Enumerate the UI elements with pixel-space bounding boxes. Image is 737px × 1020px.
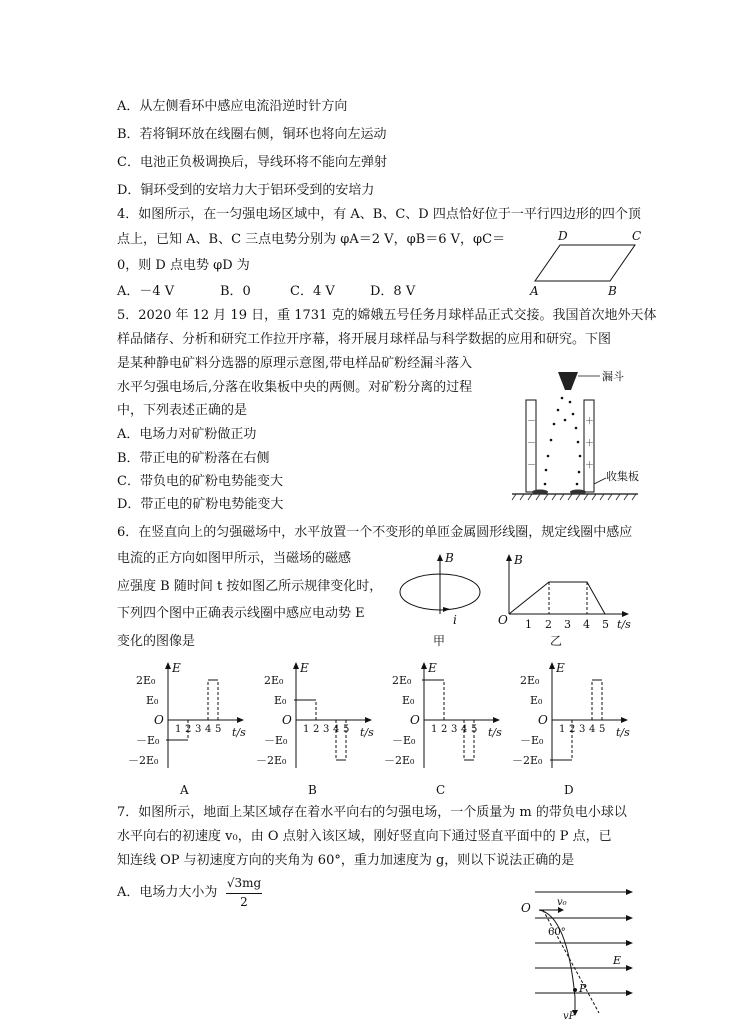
tick-t: 3: [451, 724, 458, 735]
svg-text:－: －: [527, 439, 537, 449]
tick-t: 3: [579, 724, 586, 735]
origin-label: O: [282, 713, 292, 727]
svg-text:P: P: [579, 982, 587, 995]
q5-stem-line2: 样品储存、分析和研究工作拉开序幕，将开展月球样品与科学数据的应用和研究。下图: [117, 332, 612, 347]
q4-option-b: B．0: [220, 284, 251, 299]
q3-option-a: A．从左侧看环中感应电流沿逆时针方向: [117, 99, 348, 114]
q5-stem-line3: 是某种静电矿料分选器的原理示意图,带电样品矿粉经漏斗落入: [117, 356, 473, 371]
tick-neg-e0: －E₀: [264, 734, 288, 747]
tick-neg-2e0: －2E₀: [128, 754, 159, 767]
tick-t: 4: [589, 724, 596, 735]
q4-stem-line3: 0，则 D 点电势 φD 为: [117, 258, 250, 273]
svg-text:E: E: [613, 954, 622, 967]
tick-e0: E₀: [402, 694, 415, 707]
tick-neg-2e0: －2E₀: [384, 754, 415, 767]
q7-option-a-prefix: A．电场力大小为: [117, 885, 218, 900]
tick-t: 2: [569, 724, 576, 735]
tick-e0: E₀: [146, 694, 159, 707]
tick-t: 4: [205, 724, 212, 735]
svg-text:＋: ＋: [585, 461, 595, 471]
parallelogram-figure: [530, 228, 650, 296]
q6-stem-line5: 变化的图像是: [117, 634, 196, 649]
svg-text:v₀: v₀: [557, 897, 567, 908]
svg-text:O: O: [498, 613, 508, 627]
svg-text:B: B: [514, 553, 523, 567]
t-axis-label: t/s: [360, 726, 374, 739]
q6-stem-line1: 6．在竖直向上的匀强磁场中，水平放置一个不变形的单匝金属圆形线圈，规定线圈中感应: [117, 525, 633, 540]
svg-text:＋: ＋: [585, 417, 595, 427]
q5-option-c: C．带负电的矿粉电势能变大: [117, 474, 283, 489]
svg-text:－: －: [527, 417, 537, 427]
tick-t: 1: [431, 724, 438, 735]
svg-text:－: －: [527, 461, 537, 471]
svg-text:60°: 60°: [548, 927, 566, 938]
vertex-a-label: A: [530, 284, 539, 298]
graph-e-axis-label: E: [428, 661, 437, 675]
q7-stem-line3: 知连线 OP 与初速度方向的夹角为 60°，重力加速度为 g，则以下说法正确的是: [117, 853, 575, 868]
tick-2e0: 2E₀: [520, 674, 540, 687]
tick-t: 4: [333, 724, 340, 735]
svg-text:t/s: t/s: [617, 618, 631, 631]
svg-text:vP: vP: [563, 1011, 576, 1020]
tick-t: 2: [185, 724, 192, 735]
figure-jia-label: 甲: [433, 634, 446, 648]
tick-neg-e0: －E₀: [392, 734, 416, 747]
q7-option-a-denominator: 2: [240, 895, 248, 909]
svg-text:3: 3: [564, 618, 571, 631]
graph-e-axis-label: E: [300, 661, 309, 675]
q5-option-b: B．带正电的矿粉落在右侧: [117, 451, 270, 466]
svg-text:＋: ＋: [585, 439, 595, 449]
q4-option-d: D．8 V: [370, 284, 416, 299]
q5-option-a: A．电场力对矿粉做正功: [117, 427, 257, 442]
q7-stem-line2: 水平向右的初速度 v₀，由 O 点射入该区域，刚好竖直向下通过竖直平面中的 P 点，已: [117, 829, 612, 844]
origin-label: O: [154, 713, 164, 727]
svg-text:i: i: [453, 613, 457, 627]
q5-stem-line5: 中，下列表述正确的是: [117, 403, 248, 418]
vertex-c-label: C: [632, 229, 642, 243]
tick-t: 1: [559, 724, 566, 735]
tick-t: 2: [313, 724, 320, 735]
q3-option-b: B．若将铜环放在线圈右侧，铜环也将向左运动: [117, 127, 387, 142]
svg-text:1: 1: [525, 618, 532, 631]
tick-t: 2: [441, 724, 448, 735]
t-axis-label: t/s: [488, 726, 502, 739]
electric-field-trajectory-figure: [515, 885, 640, 1020]
tick-2e0: 2E₀: [136, 674, 156, 687]
tick-2e0: 2E₀: [264, 674, 284, 687]
tick-t: 1: [175, 724, 182, 735]
tick-t: 5: [343, 724, 350, 735]
q7-stem-line1: 7．如图所示，地面上某区域存在着水平向右的匀强电场，一个质量为 m 的带负电小球以: [117, 805, 627, 820]
q6-stem-line2: 电流的正方向如图甲所示，当磁场的磁感: [117, 551, 352, 566]
svg-text:O: O: [521, 901, 531, 915]
tick-2e0: 2E₀: [392, 674, 412, 687]
tick-t: 5: [215, 724, 222, 735]
funnel-label: 漏斗: [602, 370, 624, 383]
b-vs-t-graph-yi: [495, 552, 635, 648]
vertex-d-label: D: [558, 229, 568, 243]
q4-option-c: C．4 V: [290, 284, 335, 299]
origin-label: O: [538, 713, 548, 727]
coil-figure-jia: [398, 552, 488, 648]
graph-e-axis-label: E: [556, 661, 565, 675]
q3-option-d: D．铜环受到的安培力大于铝环受到的安培力: [117, 183, 375, 198]
e-graphs-row: [130, 658, 690, 798]
tick-e0: E₀: [530, 694, 543, 707]
q5-stem-line4: 水平匀强电场后,分落在收集板中央的两侧。对矿粉分离的过程: [117, 380, 473, 395]
collector-plate-label: 收集板: [606, 470, 639, 483]
figure-yi-label: 乙: [550, 634, 563, 648]
tick-t: 4: [461, 724, 468, 735]
graph-choice-label: D: [564, 783, 574, 797]
tick-t: 3: [195, 724, 202, 735]
q4-option-a: A．－4 V: [117, 284, 175, 299]
graph-choice-label: C: [436, 783, 446, 797]
q3-option-c: C．电池正负极调换后，导线环将不能向左弹射: [117, 155, 387, 170]
tick-e0: E₀: [274, 694, 287, 707]
q5-stem-line1: 5．2020 年 12 月 19 日，重 1731 克的嫦娥五号任务月球样品正式交接。我国首次地外天体: [117, 308, 657, 323]
vertex-b-label: B: [608, 284, 617, 298]
tick-neg-e0: －E₀: [136, 734, 160, 747]
origin-label: O: [410, 713, 420, 727]
q6-stem-line4: 下列四个图中正确表示线圈中感应电动势 E: [117, 606, 365, 621]
t-axis-label: t/s: [616, 726, 630, 739]
graph-e-axis-label: E: [172, 661, 181, 675]
q6-stem-line3: 应强度 B 随时间 t 按如图乙所示规律变化时，: [117, 579, 383, 594]
q4-stem-line1: 4．如图所示，在一匀强电场区域中，有 A、B、C、D 四点恰好位于一平行四边形的四个顶: [117, 207, 641, 222]
tick-t: 3: [323, 724, 330, 735]
tick-t: 1: [303, 724, 310, 735]
svg-text:B: B: [445, 551, 454, 565]
svg-text:2: 2: [545, 618, 552, 631]
graph-choice-label: B: [308, 783, 317, 797]
q5-option-d: D．带正电的矿粉电势能变大: [117, 497, 284, 512]
tick-neg-2e0: －2E₀: [512, 754, 543, 767]
q7-option-a-numerator: √3mg: [226, 876, 262, 890]
t-axis-label: t/s: [232, 726, 246, 739]
ore-separator-figure: [510, 362, 645, 504]
tick-neg-e0: －E₀: [520, 734, 544, 747]
svg-text:5: 5: [602, 618, 609, 631]
graph-choice-label: A: [180, 783, 189, 797]
svg-text:4: 4: [583, 618, 590, 631]
tick-neg-2e0: －2E₀: [256, 754, 287, 767]
tick-t: 5: [599, 724, 606, 735]
tick-t: 5: [471, 724, 478, 735]
q4-stem-line2: 点上，已知 A、B、C 三点电势分别为 φA＝2 V，φB＝6 V，φC＝: [117, 232, 506, 247]
